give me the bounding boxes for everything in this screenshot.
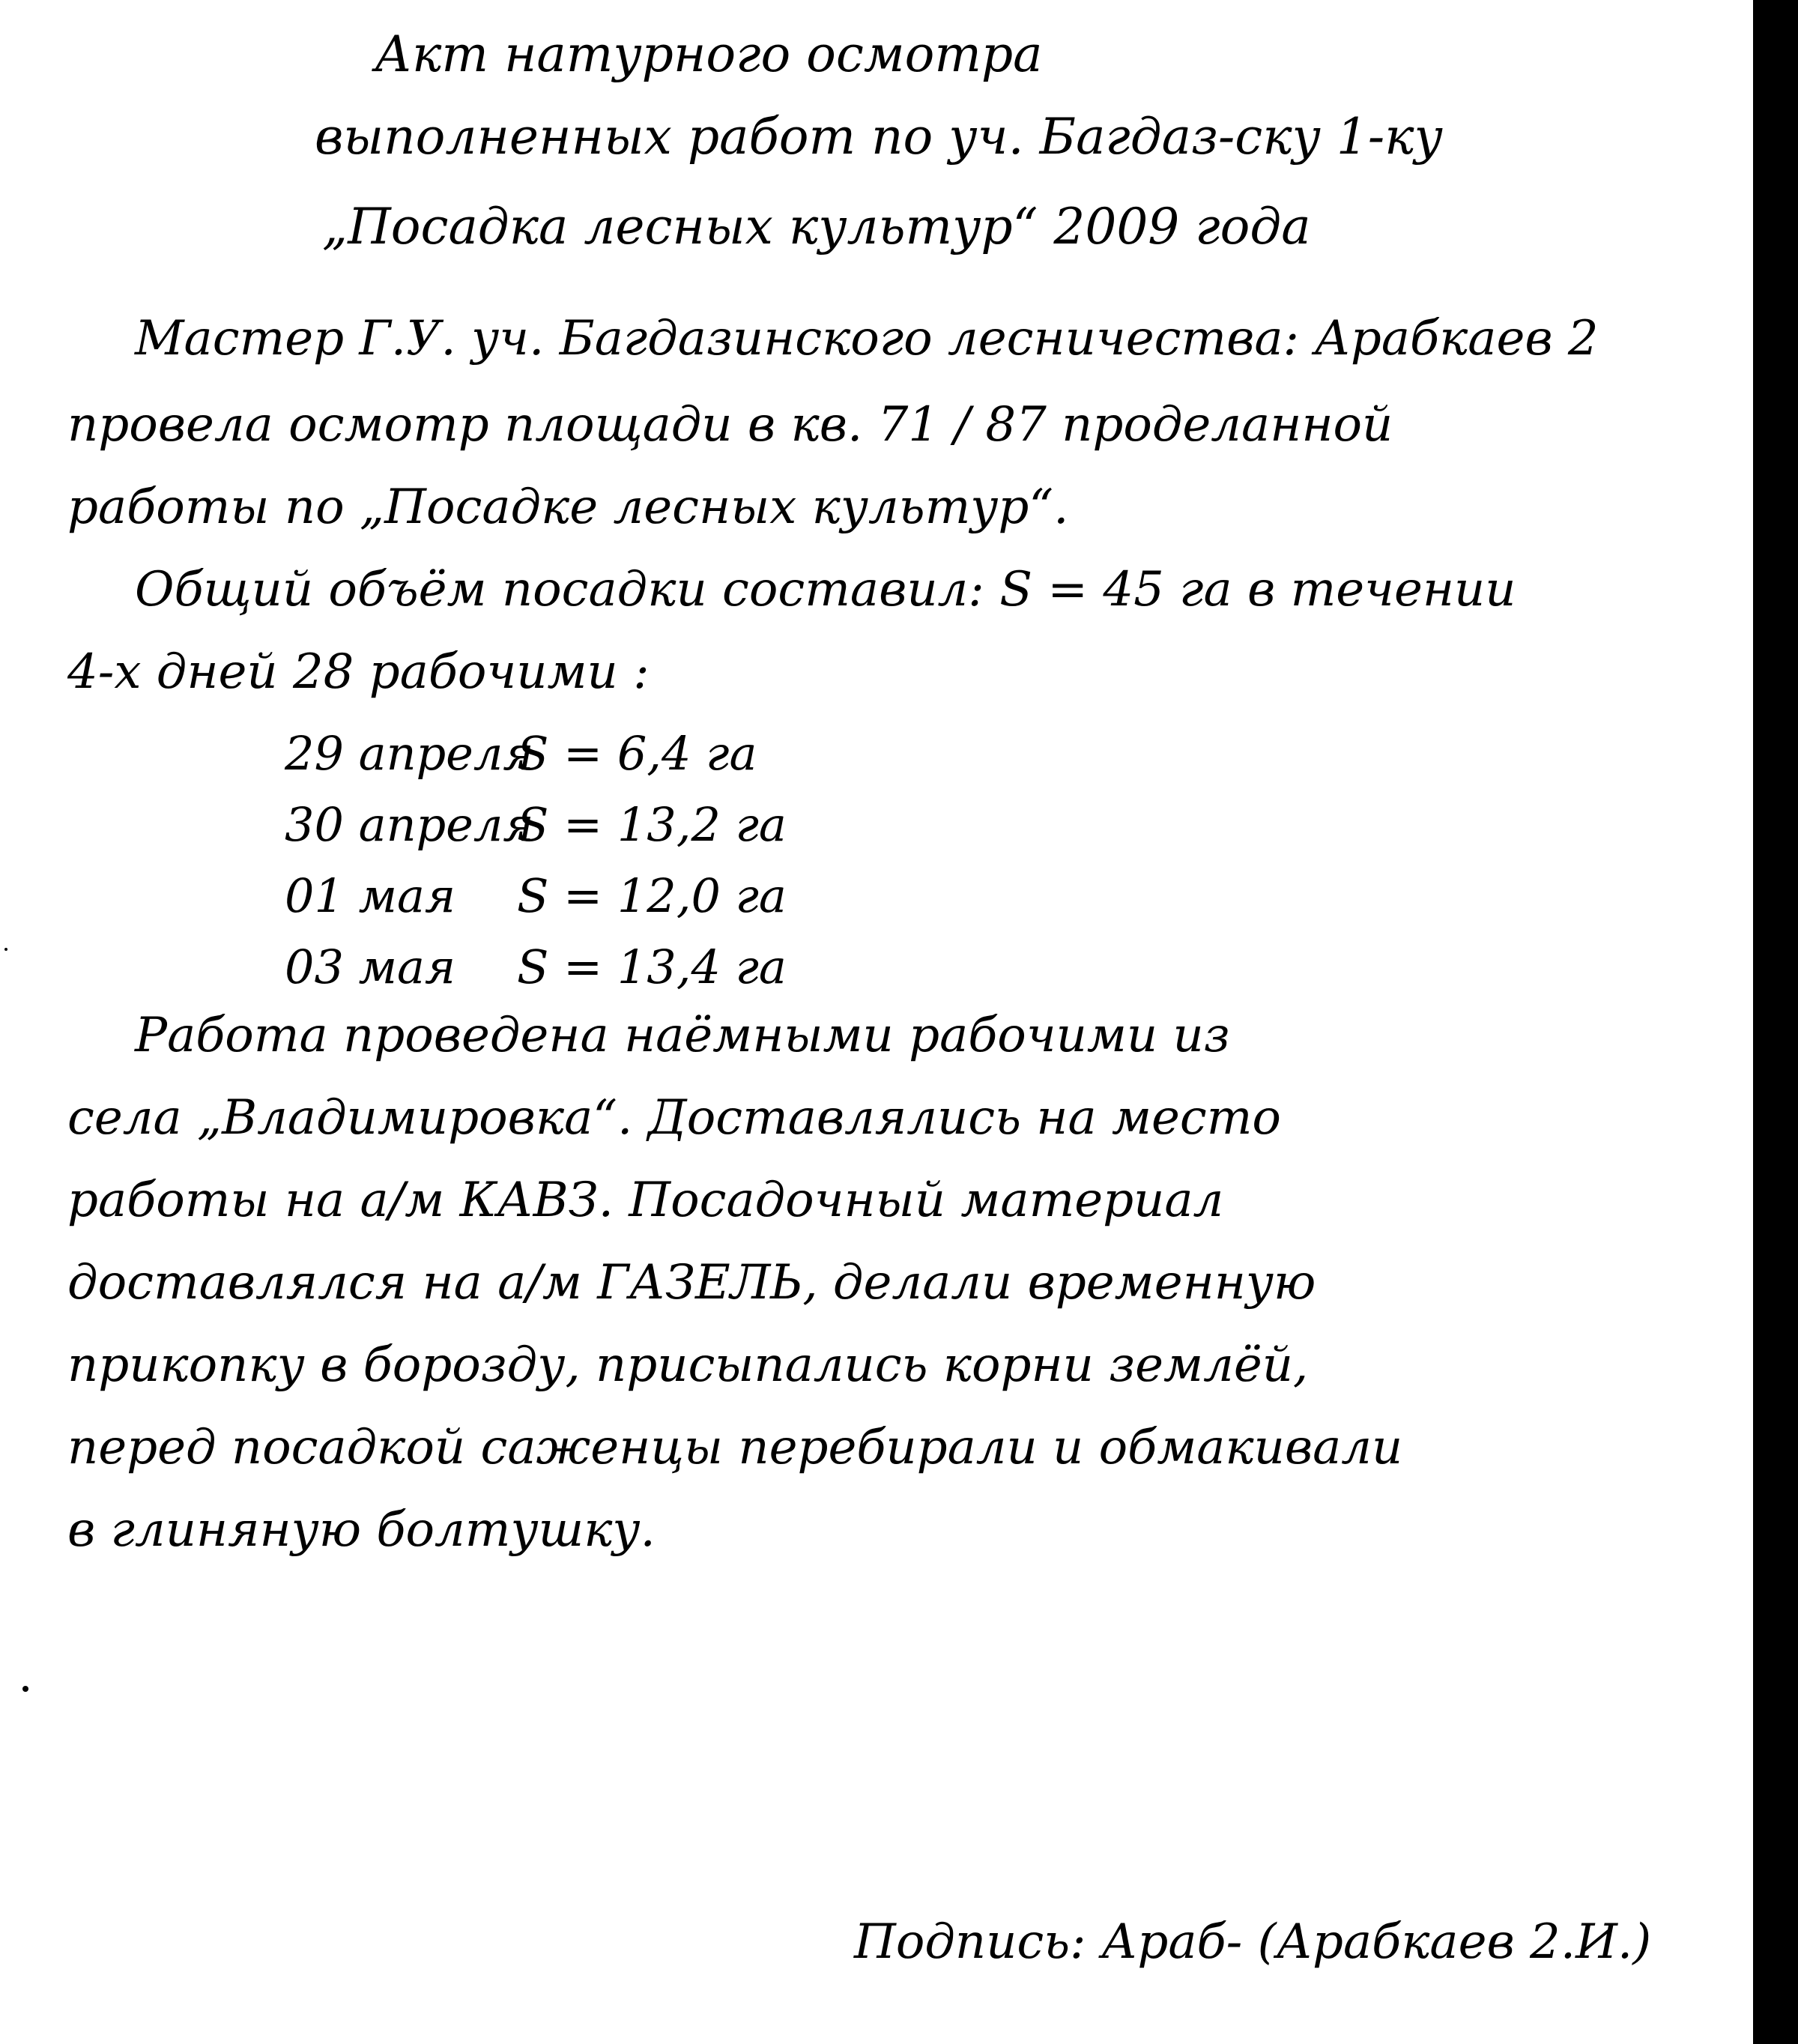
title-line-2: выполненных работ по уч. Багдаз-ску 1-ку — [315, 108, 1443, 166]
scan-speck — [22, 1686, 28, 1692]
entry-area: S = 6,4 га — [517, 726, 757, 781]
planting-entry — [285, 797, 787, 852]
planting-entry — [285, 868, 787, 923]
planting-entry — [285, 726, 757, 781]
title-line-3: „Посадка лесных культур“ 2009 года — [322, 198, 1311, 256]
signature-line: Подпись: Араб- (Арабкаев 2.И.) — [854, 1914, 1652, 1970]
body-line-5: 4-х дней 28 рабочими : — [67, 644, 650, 700]
closing-line-5: прикопку в борозду, присыпались корни землёй, — [67, 1337, 1309, 1393]
title-line-1: Акт натурного осмотра — [375, 25, 1043, 83]
body-line-4: Общий объём посадки составил: S = 45 га в течении — [135, 562, 1516, 617]
closing-line-4: доставлялся на а/м ГАЗЕЛЬ, делали временную — [67, 1255, 1316, 1310]
entry-area: S = 12,0 га — [517, 868, 787, 923]
body-line-3: работы по „Посадке лесных культур“. — [67, 480, 1069, 535]
entry-date: 03 мая — [285, 940, 456, 994]
closing-line-3: работы на а/м КАВЗ. Посадочный материал — [67, 1173, 1224, 1228]
closing-line-7: в глиняную болтушку. — [67, 1502, 656, 1558]
scan-border-edge — [1753, 0, 1798, 2044]
body-line-2: провела осмотр площади в кв. 71 / 87 проделанной — [67, 397, 1393, 453]
closing-line-2: села „Владимировка“. Доставлялись на место — [67, 1090, 1281, 1146]
closing-line-1: Работа проведена наёмными рабочими из — [135, 1008, 1230, 1063]
body-line-1: Мастер Г.У. уч. Багдазинского лесничества: Арабкаев 2 — [135, 311, 1599, 366]
entry-area: S = 13,2 га — [517, 797, 787, 852]
planting-entry — [285, 940, 787, 994]
closing-line-6: перед посадкой саженцы перебирали и обмакивали — [67, 1420, 1403, 1475]
entry-date: 30 апреля — [285, 797, 534, 852]
entry-date: 01 мая — [285, 868, 456, 923]
scan-speck — [4, 948, 7, 951]
entry-date: 29 апреля — [285, 726, 534, 781]
entry-area: S = 13,4 га — [517, 940, 787, 994]
